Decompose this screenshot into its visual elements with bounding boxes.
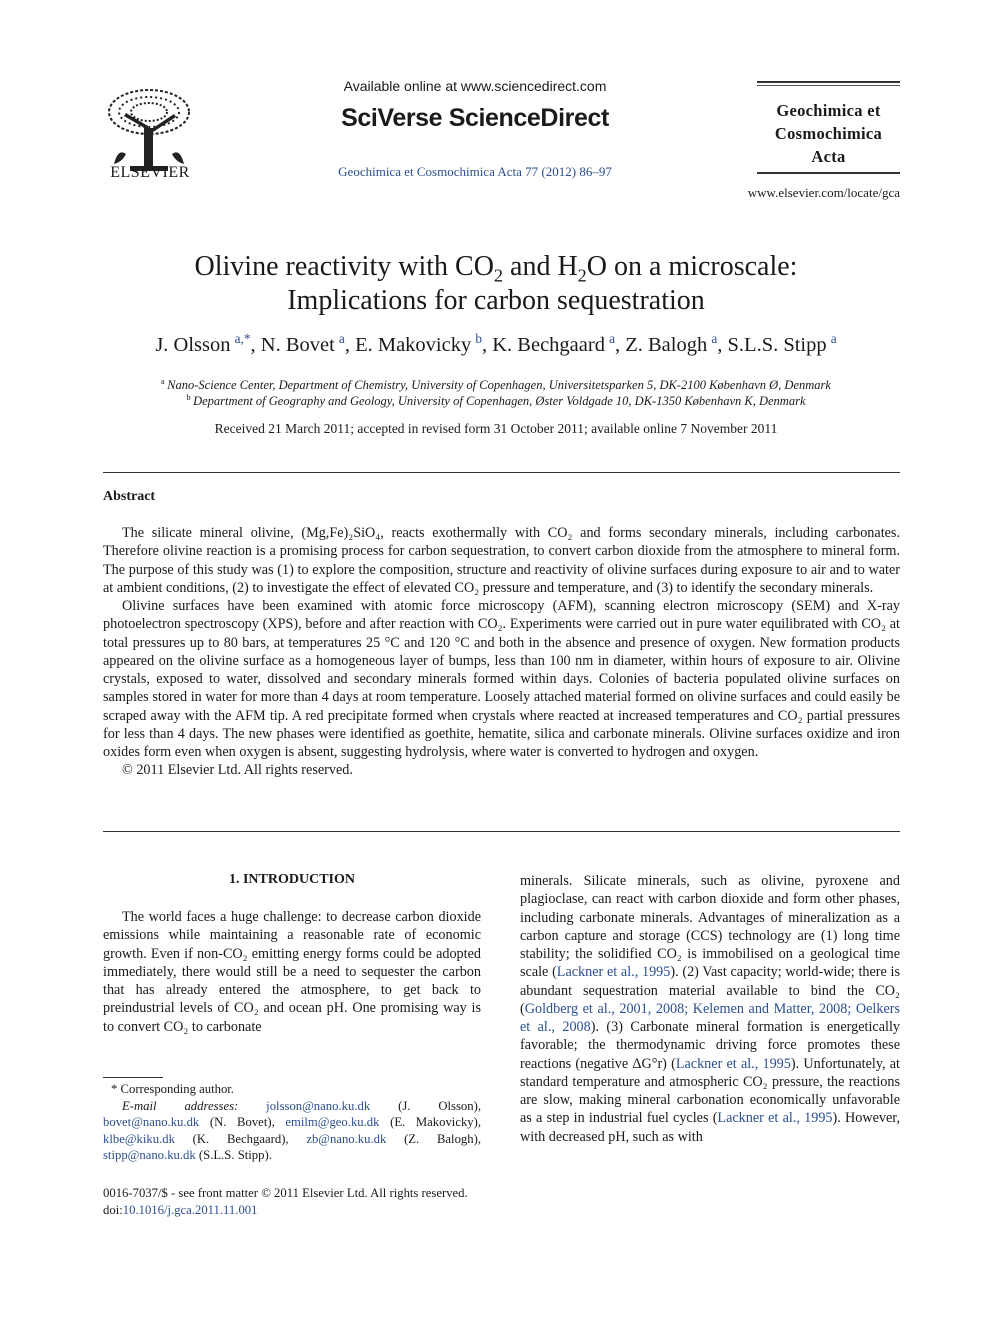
author-affil-mark[interactable]: a [338,331,345,347]
doi-label: doi: [103,1203,123,1217]
title-subscript: 2 [577,265,587,286]
affiliation-mark: a [161,376,165,386]
email-link[interactable]: jolsson@nano.ku.dk [266,1098,371,1113]
body-text: minerals. Silicate minerals, such as olivine, pyroxene and plagioclase, can react with carbon dioxide and form other phases, including carbonate minerals. Advantages of mineralization as a carbon capture and storage (CCS) technology are (1) long time stability; the solidified CO₂ is immobilised on a geological time scale ( [520,873,900,981]
author-name: E. Makovicky [355,334,472,356]
received-dates: Received 21 March 2011; accepted in revised form 31 October 2011; available online 7 November 2011 [214,421,778,436]
body-text: ). Unfortunately, at standard temperature and atmospheric CO₂ pressure, the reactions are slow, making mineral carbonation economically unfavorable as a step in industrial fuel cycles ( [520,1055,900,1127]
intro-paragraph: The world faces a huge challenge: to decrease carbon dioxide emissions while maintaining a reasonable rate of economic growth. Even if non-CO₂ emitting energy forms could be adopted immediately, there would still be a need to sequester the carbon that has already entered the atmosphere, to get back to preindustrial levels of CO₂ and ocean pH. One promising way is to convert CO₂ to carbonate [103,909,481,1035]
email-link[interactable]: stipp@nano.ku.dk [103,1148,196,1162]
body-text: ). However, with decreased pH, such as with [520,1110,901,1145]
author-affil-mark[interactable]: a [830,331,837,347]
front-matter [103,1185,603,1219]
doi-link[interactable]: 10.1016/j.gca.2011.11.001 [122,1203,258,1217]
footnote-rule [103,1077,163,1078]
journal-url[interactable]: www.elsevier.com/locate/gca [747,185,900,200]
footnotes [103,1081,481,1164]
author-name: Z. Balogh [625,334,708,356]
title-text: Olivine reactivity with CO [194,251,494,282]
journal-name-box [757,81,900,174]
author [155,331,251,356]
abstract-heading: Abstract [103,489,156,504]
section-heading: 1. INTRODUCTION [228,872,355,887]
copyright-line: © 2011 Elsevier Ltd. All rights reserved. [122,762,353,779]
email-link[interactable]: klbe@kiku.dk [103,1131,175,1146]
left-column [103,908,481,1036]
journal-box-bottom-rule [757,172,900,174]
citation-link[interactable]: Lackner et al., 1995 [675,1055,791,1072]
author-affil-mark[interactable]: a,* [234,331,251,347]
email-label: E-mail addresses: [122,1098,239,1113]
email-owner: (K. Bechgaard) [192,1131,286,1146]
author-name: S.L.S. Stipp [727,334,827,356]
author [727,331,837,356]
doi-line [103,1202,603,1219]
author-name: J. Olsson [155,334,231,356]
citation-link[interactable]: Lackner et al., 1995 [717,1110,833,1127]
body-text: ). (2) Vast capacity; world-wide; there is abundant sequestration material available to bind the CO₂ ( [520,964,900,1017]
divider [103,831,900,832]
title-subscript: 2 [493,265,504,286]
available-online-text: Available online at www.sciencedirect.com [343,78,607,94]
email-owner: (J. Olsson) [398,1098,478,1113]
affiliation-text: Nano-Science Center, Department of Chemistry, University of Copenhagen, Universitetsparken 5, DK-2100 København Ø, Denmark [167,378,831,392]
journal-citation-link[interactable]: Geochimica et Cosmochimica Acta 77 (2012) 86–97 [338,164,612,179]
journal-name-line: Acta [811,147,846,166]
author-name: N. Bovet [260,334,335,356]
journal-name-line: Cosmochimica [774,124,883,143]
author [260,331,345,356]
email-owner: (E. Makovicky) [390,1115,478,1129]
intro-paragraph-continued [520,872,900,1146]
author-name: K. Bechgaard [492,334,605,356]
journal-name-line: Geochimica et [776,101,881,120]
abstract-paragraph: The silicate mineral olivine, (Mg,Fe)₂SiO₄, reacts exothermally with CO₂ and forms secondary minerals, including carbonates. Therefore olivine reaction is a promising process for carbon sequestration, to convert carbon dioxide from the atmosphere to mineral form. The purpose of this study was (1) to explore the composition, structure and reactivity of olivine surfaces during exposure to air and to water at ambient conditions, (2) to investigate the effect of elevated CO₂ pressure and temperature, and (3) to identify the secondary minerals. [103,525,900,596]
journal-box-top-rule [757,81,900,83]
issn-line: 0016-7037/$ - see front matter © 2011 Elsevier Ltd. All rights reserved. [103,1186,468,1200]
email-owner: (Z. Balogh) [404,1131,478,1146]
divider [103,472,900,473]
email-link[interactable]: emilm@geo.ku.dk [285,1115,380,1129]
author [355,331,482,356]
title-text: O on a microscale: [586,251,798,282]
email-link[interactable]: bovet@nano.ku.dk [103,1115,200,1129]
publisher-name: ELSEVIER [110,164,190,181]
journal-name [757,86,900,172]
author-list: J. Olsson $^{a,*}$, N. Bovet $^a$, E. Makovicky $^b$, K. Bechgaard $^a$, Z. Balogh $^a$, S.L.S. Stipp $^a$ [155,331,837,356]
affiliation [92,377,900,393]
author-affil-mark[interactable]: a [609,331,615,347]
email-link[interactable]: zb@nano.ku.dk [306,1131,387,1146]
title-text: and H [503,251,578,282]
article-title [92,250,900,318]
author [625,331,718,356]
affiliation-text: Department of Geography and Geology, University of Copenhagen, Øster Voldgade 10, DK-1350 København K, Denmark [193,394,806,408]
author-affil-mark[interactable]: b [475,331,482,347]
title-line-1 [92,250,900,284]
citation-link[interactable]: Lackner et al., 1995 [556,964,671,981]
abstract-body [103,524,900,780]
corresponding-author-note: * Corresponding author. [111,1082,234,1096]
citation-link[interactable]: Goldberg et al., 2001, 2008; Kelemen and Matter, 2008; Oelkers et al., 2008 [520,1000,900,1035]
email-owner: (N. Bovet) [209,1115,272,1129]
affiliation-mark: b [186,392,191,402]
author-affil-mark[interactable]: a [711,331,718,347]
abstract-paragraph: Olivine surfaces have been examined with atomic force microscopy (AFM), scanning electron microscopy (SEM) and X-ray photoelectron spectroscopy (XPS), before and after reaction with CO₂. Experiments were carried out in pure water equilibrated with CO₂ at total pressures up to 80 bars, at temperatures 25 °C and 120 °C and both in the absence and presence of oxygen. New formation products appeared on the olivine surface as a homogeneous layer of bumps, less than 100 nm in diameter, within hours of exposure to air. Olivine crystals, exposed to water, dissolved and secondary minerals formed within days. Colonies of bacteria populated olivine surfaces on samples stored in water for more than 4 days at room temperature. Loosely attached material formed on olivine surfaces and could easily be scraped away with the AFM tip. A red precipitate formed when crystals where reacted at increased temperatures and CO₂ partial pressures for less than 4 days. The new phases were identified as goethite, hematite, silica and carbonate minerals. Olivine surfaces oxidize and iron oxides form even when oxygen is absent, suggesting hydrolysis, where water is converted to hydrogen and oxygen. [103,598,900,760]
author [492,331,615,356]
sciencedirect-brand: SciVerse ScienceDirect [341,104,609,132]
body-text: ). (3) Carbonate mineral formation is energetically favorable; the thermodynamic driving force promotes these reactions (negative ΔG°r) ( [520,1019,900,1072]
affiliations [92,377,900,409]
title-line-2: Implications for carbon sequestration [287,285,705,316]
right-column [520,872,900,1146]
email-addresses: E-mail addresses: jolsson@nano.ku.dk (J. Olsson), bovet@nano.ku.dk (N. Bovet), emilm@geo.ku.dk (E. Makovicky), klbe@kiku.dk (K. Bechgaard), zb@nano.ku.dk (Z. Balogh), stipp@nano.ku.dk (S.L.S. Stipp). [103,1098,482,1162]
email-owner: (S.L.S. Stipp). [198,1148,272,1162]
affiliation [92,393,900,409]
